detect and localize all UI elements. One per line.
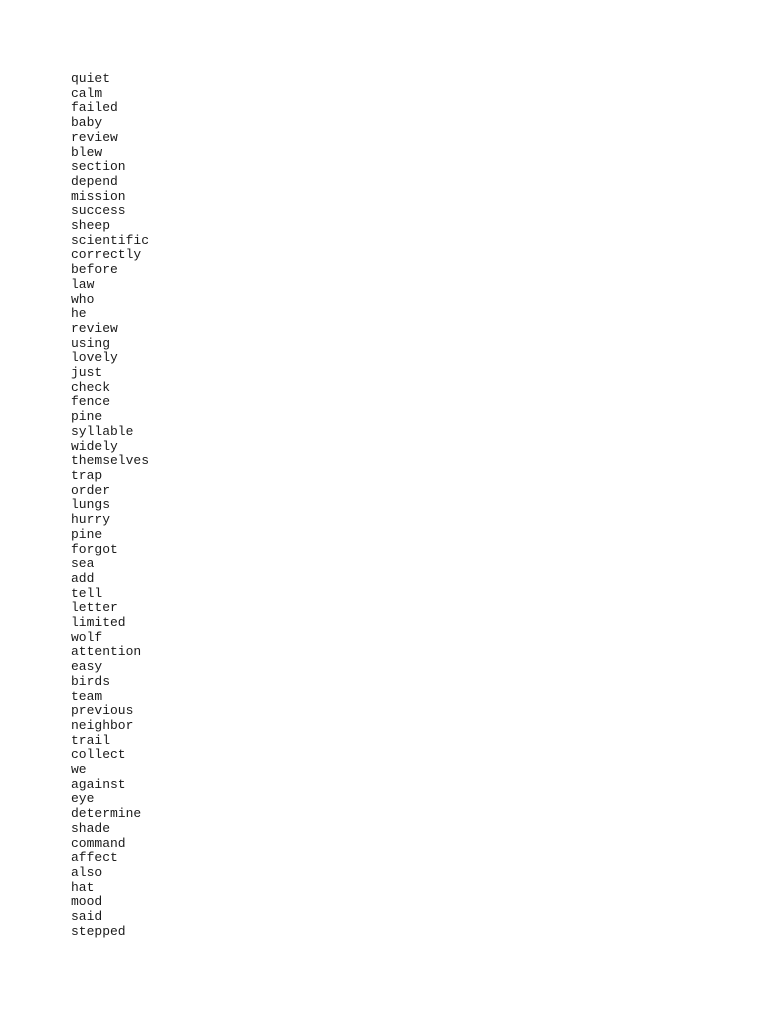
list-item: pine — [71, 526, 103, 542]
list-item: scientific — [71, 232, 150, 248]
list-item: trap — [71, 467, 103, 483]
list-item: using — [71, 335, 111, 351]
list-item: forgot — [71, 541, 118, 557]
list-item: limited — [71, 615, 126, 631]
list-item: tell — [71, 585, 103, 601]
word-list — [71, 72, 149, 939]
list-item: previous — [71, 703, 134, 719]
list-item: syllable — [71, 423, 134, 439]
list-item: he — [71, 306, 87, 322]
list-item: baby — [71, 115, 103, 131]
list-item: widely — [71, 438, 118, 454]
list-item: themselves — [71, 453, 150, 469]
list-item: affect — [71, 850, 118, 866]
list-item: lovely — [71, 350, 118, 366]
list-item: team — [71, 688, 103, 704]
list-item: stepped — [71, 923, 126, 939]
list-item: collect — [71, 747, 126, 763]
list-item: we — [71, 762, 87, 778]
list-item: birds — [71, 673, 111, 689]
list-item: depend — [71, 173, 118, 189]
list-item: letter — [71, 600, 118, 616]
list-item: lungs — [71, 497, 111, 513]
list-item: who — [71, 291, 95, 307]
list-item: success — [71, 203, 126, 219]
list-item: before — [71, 262, 118, 278]
list-item: correctly — [71, 247, 142, 263]
list-item: wolf — [71, 629, 103, 645]
list-item: attention — [71, 644, 142, 660]
list-item: calm — [71, 85, 103, 101]
list-item: also — [71, 864, 103, 880]
list-item: command — [71, 835, 126, 851]
list-item: hat — [71, 879, 95, 895]
list-item: mood — [71, 894, 103, 910]
list-item: check — [71, 379, 111, 395]
list-item: pine — [71, 409, 103, 425]
list-item: failed — [71, 100, 118, 116]
list-item: review — [71, 129, 118, 145]
list-item: neighbor — [71, 717, 134, 733]
list-item: trail — [71, 732, 111, 748]
list-item: sea — [71, 556, 95, 572]
list-item: fence — [71, 394, 111, 410]
list-item: blew — [71, 144, 103, 160]
list-item: review — [71, 320, 118, 336]
list-item: hurry — [71, 512, 111, 528]
list-item: against — [71, 776, 126, 792]
list-item: add — [71, 570, 95, 586]
list-item: section — [71, 159, 126, 175]
list-item: determine — [71, 806, 142, 822]
list-item: law — [71, 276, 95, 292]
list-item: mission — [71, 188, 126, 204]
list-item: just — [71, 365, 103, 381]
list-item: sheep — [71, 218, 111, 234]
list-item: said — [71, 909, 103, 925]
list-item: quiet — [71, 71, 111, 86]
list-item: shade — [71, 820, 111, 836]
list-item: easy — [71, 659, 103, 675]
list-item: order — [71, 482, 111, 498]
list-item: eye — [71, 791, 95, 807]
